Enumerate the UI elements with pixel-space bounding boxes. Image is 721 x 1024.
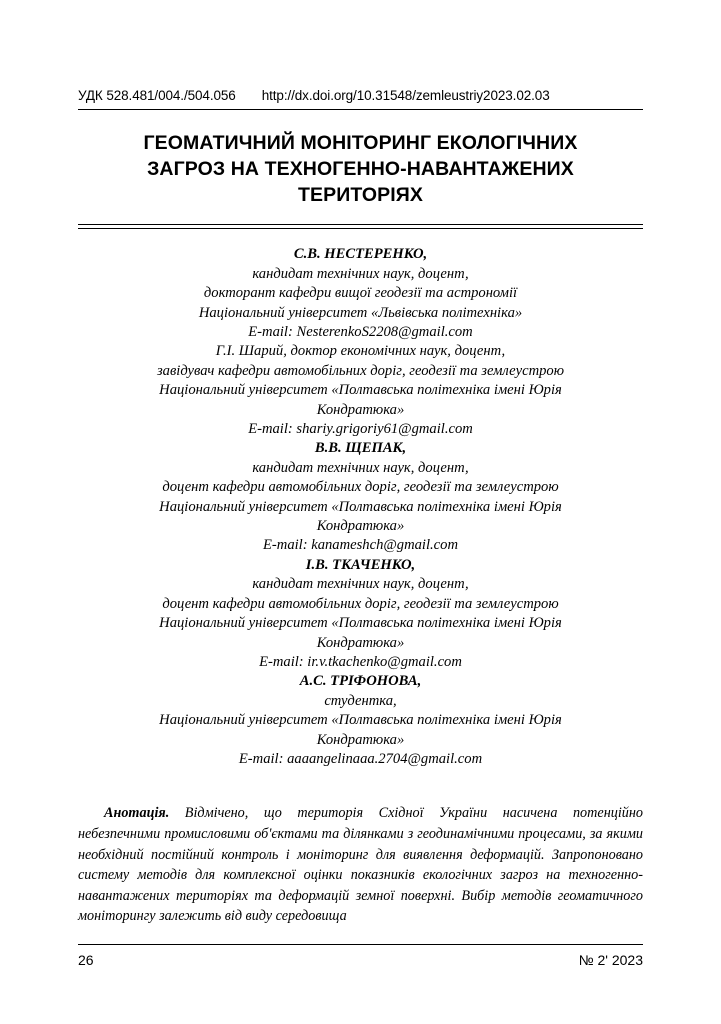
author-entry	[78, 245, 643, 342]
issue-label: № 2' 2023	[578, 952, 643, 968]
author-affiliation-line: докторант кафедри вищої геодезії та астрономії	[203, 285, 518, 302]
author-affiliation-line: Національний університет «Львівська політехніка»	[198, 304, 523, 321]
abstract-label: Анотація.	[104, 805, 170, 822]
title-line-1: ГЕОМАТИЧНИЙ МОНІТОРИНГ ЕКОЛОГІЧНИХ	[143, 132, 578, 154]
author-affiliation-line: студентка,	[324, 692, 397, 709]
author-email[interactable]: E-mail: ir.v.tkachenko@gmail.com	[259, 653, 462, 670]
title-divider-line-2	[78, 228, 643, 229]
author-entry	[78, 342, 643, 439]
author-name: С.В. НЕСТЕРЕНКО,	[293, 246, 428, 263]
author-email[interactable]: E-mail: shariy.grigoriy61@gmail.com	[248, 421, 473, 438]
author-entry	[78, 556, 643, 672]
header-divider	[78, 109, 643, 110]
footer-divider	[78, 944, 643, 945]
author-affiliation-line: Національний університет «Полтавська політехніка імені Юрія	[159, 712, 562, 729]
author-email[interactable]: E-mail: NesterenkoS2208@gmail.com	[248, 324, 473, 340]
title-divider	[78, 224, 643, 229]
author-affiliation-line: кандидат технічних наук, доцент,	[252, 459, 469, 476]
abstract-text: Відмічено, що територія Східної України насичена потенційно небезпечними промисловими об'єктами та ділянками з геодинамічними процесами, за якими необхідний постійний контроль і моніторинг для виявлення деформацій. Запропоновано систему методів для комплексної оцінки показників екологічних загроз на техногенно-навантажених територіях та деформацій земної поверхні. Вибір методів геоматичного моніторингу залежить від виду середовища	[78, 805, 643, 925]
title-divider-line-1	[78, 224, 643, 225]
author-affiliation-line: Національний університет «Полтавська політехніка імені Юрія	[159, 615, 562, 632]
page-number: 26	[78, 952, 94, 968]
author-entry	[78, 672, 643, 769]
author-affiliation-line: доцент кафедри автомобільних доріг, геодезії та землеустрою	[162, 595, 559, 612]
author-name-inline: Г.І. Шарий, доктор економічних наук, доцент,	[215, 343, 506, 360]
title-line-3: ТЕРИТОРІЯХ	[298, 184, 423, 207]
author-affiliation-line: Національний університет «Полтавська політехніка імені Юрія	[159, 382, 562, 399]
author-name: А.С. ТРІФОНОВА,	[299, 673, 422, 690]
author-affiliation-line: кандидат технічних наук, доцент,	[252, 576, 469, 593]
abstract-paragraph	[78, 803, 643, 927]
author-affiliation-line: кандидат технічних наук, доцент,	[252, 265, 469, 282]
author-affiliation-line: доцент кафедри автомобільних доріг, геодезії та землеустрою	[162, 479, 559, 496]
author-email[interactable]: E-mail: kanameshch@gmail.com	[263, 537, 458, 554]
header-meta-row	[78, 88, 643, 103]
page-footer	[78, 952, 643, 968]
udk-code: УДК 528.481/004./504.056	[78, 88, 236, 103]
author-name: І.В. ТКАЧЕНКО,	[305, 556, 416, 573]
author-affiliation-line: Національний університет «Полтавська політехніка імені Юрія	[159, 498, 562, 515]
author-email[interactable]: E-mail: aaaangelinaaa.2704@gmail.com	[238, 750, 483, 767]
author-affiliation-line: Кондратюка»	[316, 731, 405, 748]
author-name: В.В. ЩЕПАК,	[314, 440, 407, 457]
author-affiliation-line: завідувач кафедри автомобільних доріг, геодезії та землеустрою	[156, 362, 564, 379]
page-title	[78, 130, 643, 208]
doi-link[interactable]: http://dx.doi.org/10.31548/zemleustriy2023.02.03	[261, 88, 550, 103]
authors-block	[78, 245, 643, 769]
author-entry	[78, 439, 643, 555]
title-line-2: ЗАГРОЗ НА ТЕХНОГЕННО-НАВАНТАЖЕНИХ	[147, 158, 574, 181]
author-affiliation-line: Кондратюка»	[316, 634, 405, 651]
author-affiliation-line: Кондратюка»	[316, 518, 405, 535]
author-affiliation-line: Кондратюка»	[316, 401, 405, 418]
